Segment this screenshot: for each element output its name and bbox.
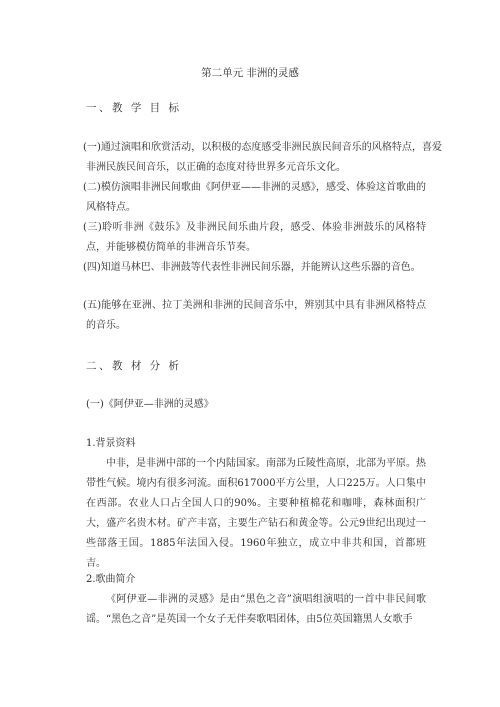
section-heading-goals: 一、教 学 目 标 xyxy=(86,102,182,114)
goal-item-3: (三)聆听非洲《鼓乐》及非洲民间乐曲片段，感受、体验非洲鼓乐的风格特点，并能够模仿简单的非洲音乐节奏。 xyxy=(83,222,426,253)
section-heading-analysis: 二、教 材 分 析 xyxy=(86,360,182,372)
background-title: 1.背景资料 xyxy=(86,438,136,449)
song-intro-title: 2.歌曲简介 xyxy=(86,574,136,585)
background-paragraph: 中非，是非洲中部的一个内陆国家。南部为丘陵性高原，北部为平原。热带性气候。境内有很多河流。面积617000平方公里，人口225万。人口集中在西部。农业人口占全国人口的90%。主要种植棉花和咖啡，森林面积广大，盛产名贵木材。矿产丰富，主要生产钻石和黄金等。公元9世纪出现过一些部落王国。1885年法国入侵。1960年独立，成立中非共和国，首都班吉。 xyxy=(86,458,426,569)
goal-item-1: (一)通过演唱和欣赏活动，以积极的态度感受非洲民族民间音乐的风格特点，喜爱非洲民族民间音乐，以正确的态度对待世界多元音乐文化。 xyxy=(83,142,442,173)
goal-item-5: (五)能够在亚洲、拉丁美洲和非洲的民间音乐中，辨别其中具有非洲风格特点的音乐。 xyxy=(83,300,426,331)
subsection-title: (一)《阿伊亚—非洲的灵感》 xyxy=(86,399,214,410)
goal-item-4: (四)知道马林巴、非洲鼓等代表性非洲民间乐器，并能辨认这些乐器的音色。 xyxy=(83,262,421,273)
song-intro-paragraph: 《阿伊亚—非洲的灵感》是由“黑色之音”演唱组演唱的一首中非民间歌谣。“黑色之音”是英国一个女子无伴奏歌唱团体，由5位英国籍黑人女歌手 xyxy=(86,594,426,625)
page-title: 第二单元 非洲的灵感 xyxy=(201,67,299,79)
goal-item-2: (二)模仿演唱非洲民间歌曲《阿伊亚——非洲的灵感》，感受、体验这首歌曲的风格特点。 xyxy=(83,182,426,213)
